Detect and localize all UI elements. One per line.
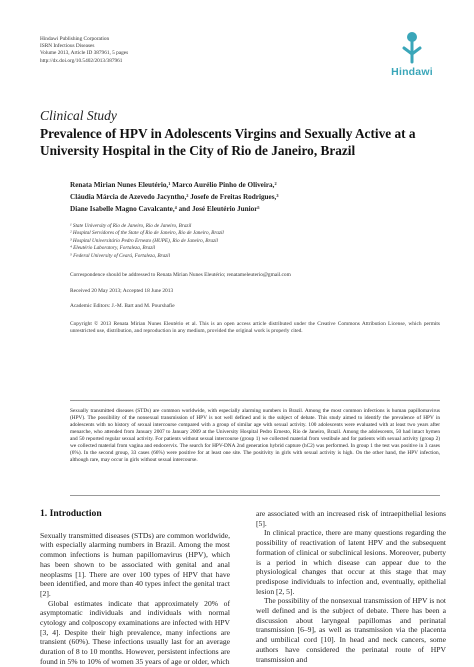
- affiliation: ⁴ Eleutério Laboratory, Fortaleza, Brazil: [70, 245, 156, 252]
- doi-link[interactable]: http://dx.doi.org/10.5402/2013/387961: [40, 57, 123, 64]
- body-paragraph: Sexually transmitted diseases (STDs) are common worldwide, with especially alarming numbers in Brazil. Among the most common infections is human papillomavirus (HPV), which has been shown to be associated with genital and anal neoplasms [1]. There are over 100 types of HPV that have been identified, and more than 40 types infect the genital tract [2].: [40, 530, 230, 598]
- hindawi-logo: [388, 30, 436, 84]
- affiliation: ³ Hospital Universitário Pedro Ernesto (HUPE), Rio de Janeiro, Brazil: [70, 237, 218, 244]
- affiliation: ² Hospital Servidores of the State of Rio de Janeiro, Rio de Janeiro, Brazil: [70, 230, 224, 237]
- correspondence-note: Correspondence should be addressed to Renata Mirian Nunes Eleutério; renatameleuterio@gmail.com: [70, 272, 291, 278]
- affiliation: ⁵ Federal University of Ceará, Fortaleza, Brazil: [70, 252, 171, 259]
- body-paragraph: Global estimates indicate that approximately 20% of asymptomatic individuals and individuals with normal cytology and colposcopy examinations are infected with HPV [3, 4]. Despite their high prevalence, many infections are transient (60%). These infections usually last for an average duration of 8 to 10 months. However, persistent infections are found in 5% to 10% of women 35 years of age or older, which: [40, 598, 230, 666]
- body-paragraph: In clinical practice, there are many questions regarding the possibility of reactivation of latent HPV and the subsequent formation of clinical or subclinical lesions. Moreover, puberty is a period in which disease can appear due to the physiological changes that occur at this stage that may predispose individuals to infection and, eventually, epithelial lesion [2, 5].: [256, 528, 446, 596]
- affiliation: ¹ State University of Rio de Janeiro, Rio de Janeiro, Brazil: [70, 223, 192, 229]
- academic-editors: Academic Editors: J.-M. Bart and M. Pourshafie: [70, 303, 175, 309]
- volume-info: Volume 2013, Article ID 387961, 5 pages: [40, 50, 129, 57]
- section-heading: 1. Introduction: [40, 508, 102, 519]
- author-list: [70, 180, 450, 215]
- author-line: Cláudia Márcia de Azevedo Jacyntho,² Josefe de Freitas Rodrigues,³: [70, 192, 279, 201]
- publisher-name: Hindawi Publishing Corporation: [40, 36, 110, 42]
- body-left-column: [40, 509, 230, 667]
- hindawi-logo-text: Hindawi: [391, 66, 433, 78]
- abstract-text: Sexually transmitted diseases (STDs) are common worldwide, with especially alarming numbers in Brazil. Among the most common infections is human papillomavirus (HPV). The possibility of the nonsexual transmission of HPV is not well defined and is the subject of debate. This study aimed to identify the prevalence of HPV in adolescents with no history of sexual intercourse compared with a group of similar age with sexual activity. 100 adolescents were evaluated with at least two years after menarche, who attended from January 2007 to January 2009 at the University Hospital Pedro Ernesto, Rio de Janeiro, Brazil. Among the adolescents, 50 had intact hymen and 50 reported regular sexual activity. For patients without sexual intercourse (group 1) we collected material from vestibule and for patients with sexual activity (group 2) we collected material from vagina and endocervix. The search for HPV-DNA 2nd generation hybrid capture (hC2) was performed. In group 1 the test was positive in 3 cases (6%). In the second group, 33 cases (66%) were positive for at least one site. The positivity in girls with sexual activity is high. On the other hand, the HPV infection, although rare, may occur in girls without sexual intercourse.: [70, 408, 440, 463]
- author-line: Diane Isabelle Magno Cavalcante,⁴ and José Eleutério Junior⁵: [70, 204, 260, 213]
- divider-top: [70, 400, 440, 401]
- article-type: Clinical Study: [40, 108, 117, 123]
- body-paragraph: are associated with an increased risk of intraepithelial lesions [5].: [256, 509, 446, 528]
- received-dates: Received 20 May 2013; Accepted 18 June 2013: [70, 288, 174, 294]
- author-line: Renata Mirian Nunes Eleutério,¹ Marco Aurélio Pinho de Oliveira,²: [70, 181, 277, 189]
- divider-bottom: [70, 495, 440, 496]
- body-paragraph: The possibility of the nonsexual transmission of HPV is not well defined and is the subject of debate. There has been a discussion about laryngeal papillomas and perinatal transmission [6–9], as well as transmission via the placenta and umbilical cord [10]. In head and neck cancers, some authors have considered the perinatal route of HPV transmission and: [256, 596, 446, 664]
- copyright-notice: Copyright © 2013 Renata Mirian Nunes Eleutério et al. This is an open access article distributed under the Creative Commons Attribution License, which permits unrestricted use, distribution, and reproduction in any medium, provided the original work is properly cited.: [70, 321, 440, 335]
- article-title: Prevalence of HPV in Adolescents Virgins and Sexually Active at a University Hospital in the City of Rio de Janeiro, Brazil: [40, 126, 416, 158]
- hindawi-logo-icon: [400, 30, 424, 64]
- body-right-column: [256, 509, 446, 664]
- journal-name: ISRN Infectious Diseases: [40, 43, 95, 50]
- journal-header: [40, 36, 128, 65]
- affiliation-list: [70, 223, 440, 260]
